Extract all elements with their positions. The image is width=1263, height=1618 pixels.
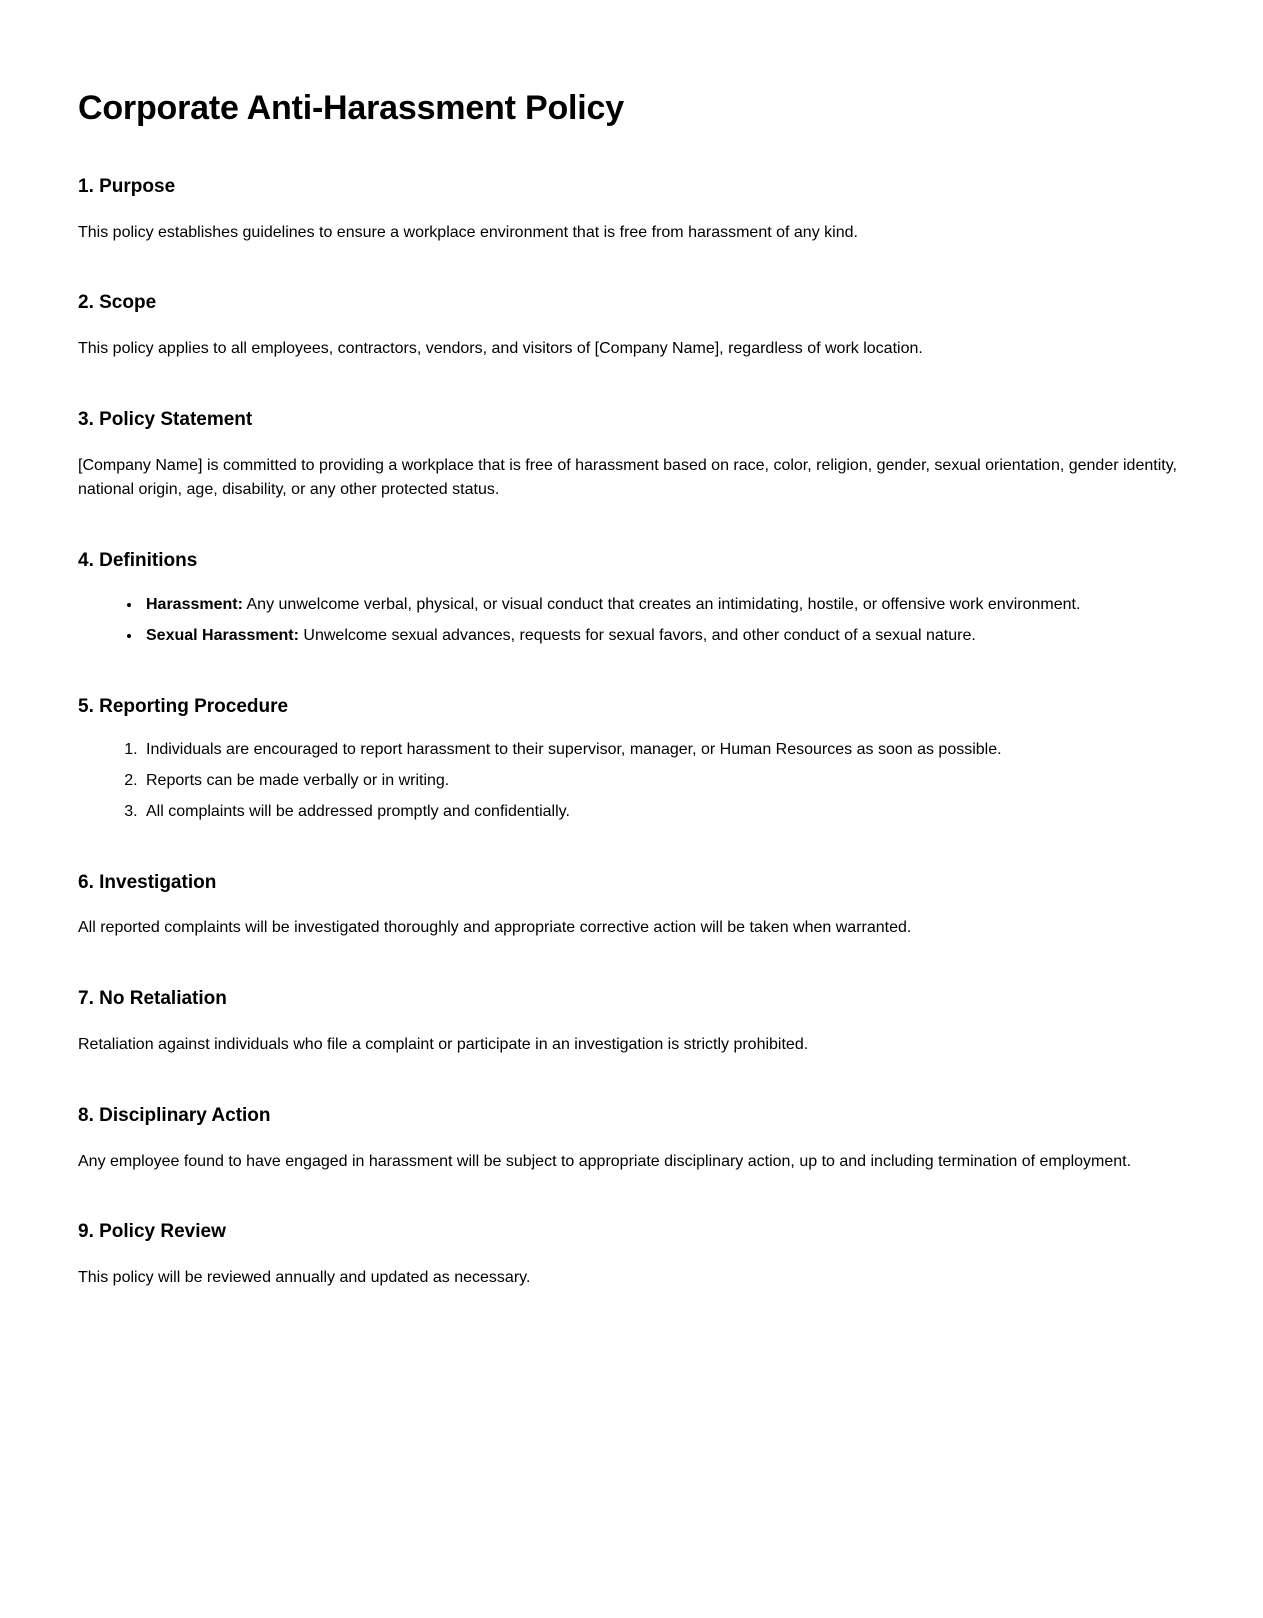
- section-paragraph-no-retaliation: Retaliation against individuals who file a complaint or participate in an investigation is strictly prohibited.: [78, 1036, 809, 1054]
- section-heading-no-retaliation: 7. No Retaliation: [78, 988, 227, 1010]
- definition-term: Sexual Harassment:: [146, 626, 299, 644]
- section-paragraph-disciplinary-action: Any employee found to have engaged in harassment will be subject to appropriate disciplinary action, up to and including termination of employment.: [78, 1152, 1132, 1170]
- list-item: 1. Individuals are encouraged to report harassment to their supervisor, manager, or Human Resources as soon as possible.: [142, 738, 1183, 763]
- section-heading-disciplinary-action: 8. Disciplinary Action: [78, 1104, 271, 1126]
- section-heading-reporting-procedure: 5. Reporting Procedure: [78, 695, 289, 717]
- section-policy-review: [78, 1220, 1183, 1291]
- section-heading-purpose: 1. Purpose: [78, 175, 176, 197]
- section-paragraph-purpose: This policy establishes guidelines to ensure a workplace environment that is free from harassment of any kind.: [78, 223, 858, 241]
- list-item: [142, 593, 1183, 618]
- list-item: 3. All complaints will be addressed promptly and confidentially.: [142, 800, 1183, 825]
- section-paragraph-scope: This policy applies to all employees, contractors, vendors, and visitors of [Company Name], regardless of work location.: [78, 340, 923, 358]
- list-item: [142, 624, 1183, 649]
- section-heading-policy-statement: 3. Policy Statement: [78, 408, 253, 430]
- section-investigation: [78, 871, 1183, 942]
- reporting-procedure-list: [78, 738, 1183, 824]
- section-heading-scope: 2. Scope: [78, 292, 157, 314]
- page-title: Corporate Anti-Harassment Policy: [78, 89, 624, 127]
- definition-text: Unwelcome sexual advances, requests for sexual favors, and other conduct of a sexual nature.: [298, 626, 976, 644]
- section-paragraph-policy-statement: [Company Name] is committed to providing a workplace that is free of harassment based on race, color, religion, gender, sexual orientation, gender identity, national origin, age, disability, or any other protected status.: [78, 456, 1177, 499]
- definitions-list: [78, 593, 1183, 649]
- section-policy-statement: [78, 408, 1183, 503]
- section-purpose: [78, 175, 1183, 246]
- section-heading-definitions: 4. Definitions: [78, 550, 198, 572]
- definition-text: Any unwelcome verbal, physical, or visual conduct that creates an intimidating, hostile, or offensive work environment.: [242, 595, 1081, 613]
- section-no-retaliation: [78, 987, 1183, 1058]
- section-heading-investigation: 6. Investigation: [78, 871, 217, 893]
- section-reporting-procedure: [78, 695, 1183, 825]
- section-heading-policy-review: 9. Policy Review: [78, 1221, 226, 1243]
- list-item: 2. Reports can be made verbally or in writing.: [142, 769, 1183, 794]
- section-scope: [78, 291, 1183, 362]
- section-paragraph-policy-review: This policy will be reviewed annually and updated as necessary.: [78, 1269, 531, 1287]
- section-disciplinary-action: [78, 1104, 1183, 1175]
- section-paragraph-investigation: All reported complaints will be investigated thoroughly and appropriate corrective action will be taken when warranted.: [78, 919, 912, 937]
- section-definitions: [78, 549, 1183, 648]
- definition-term: Harassment:: [146, 595, 243, 613]
